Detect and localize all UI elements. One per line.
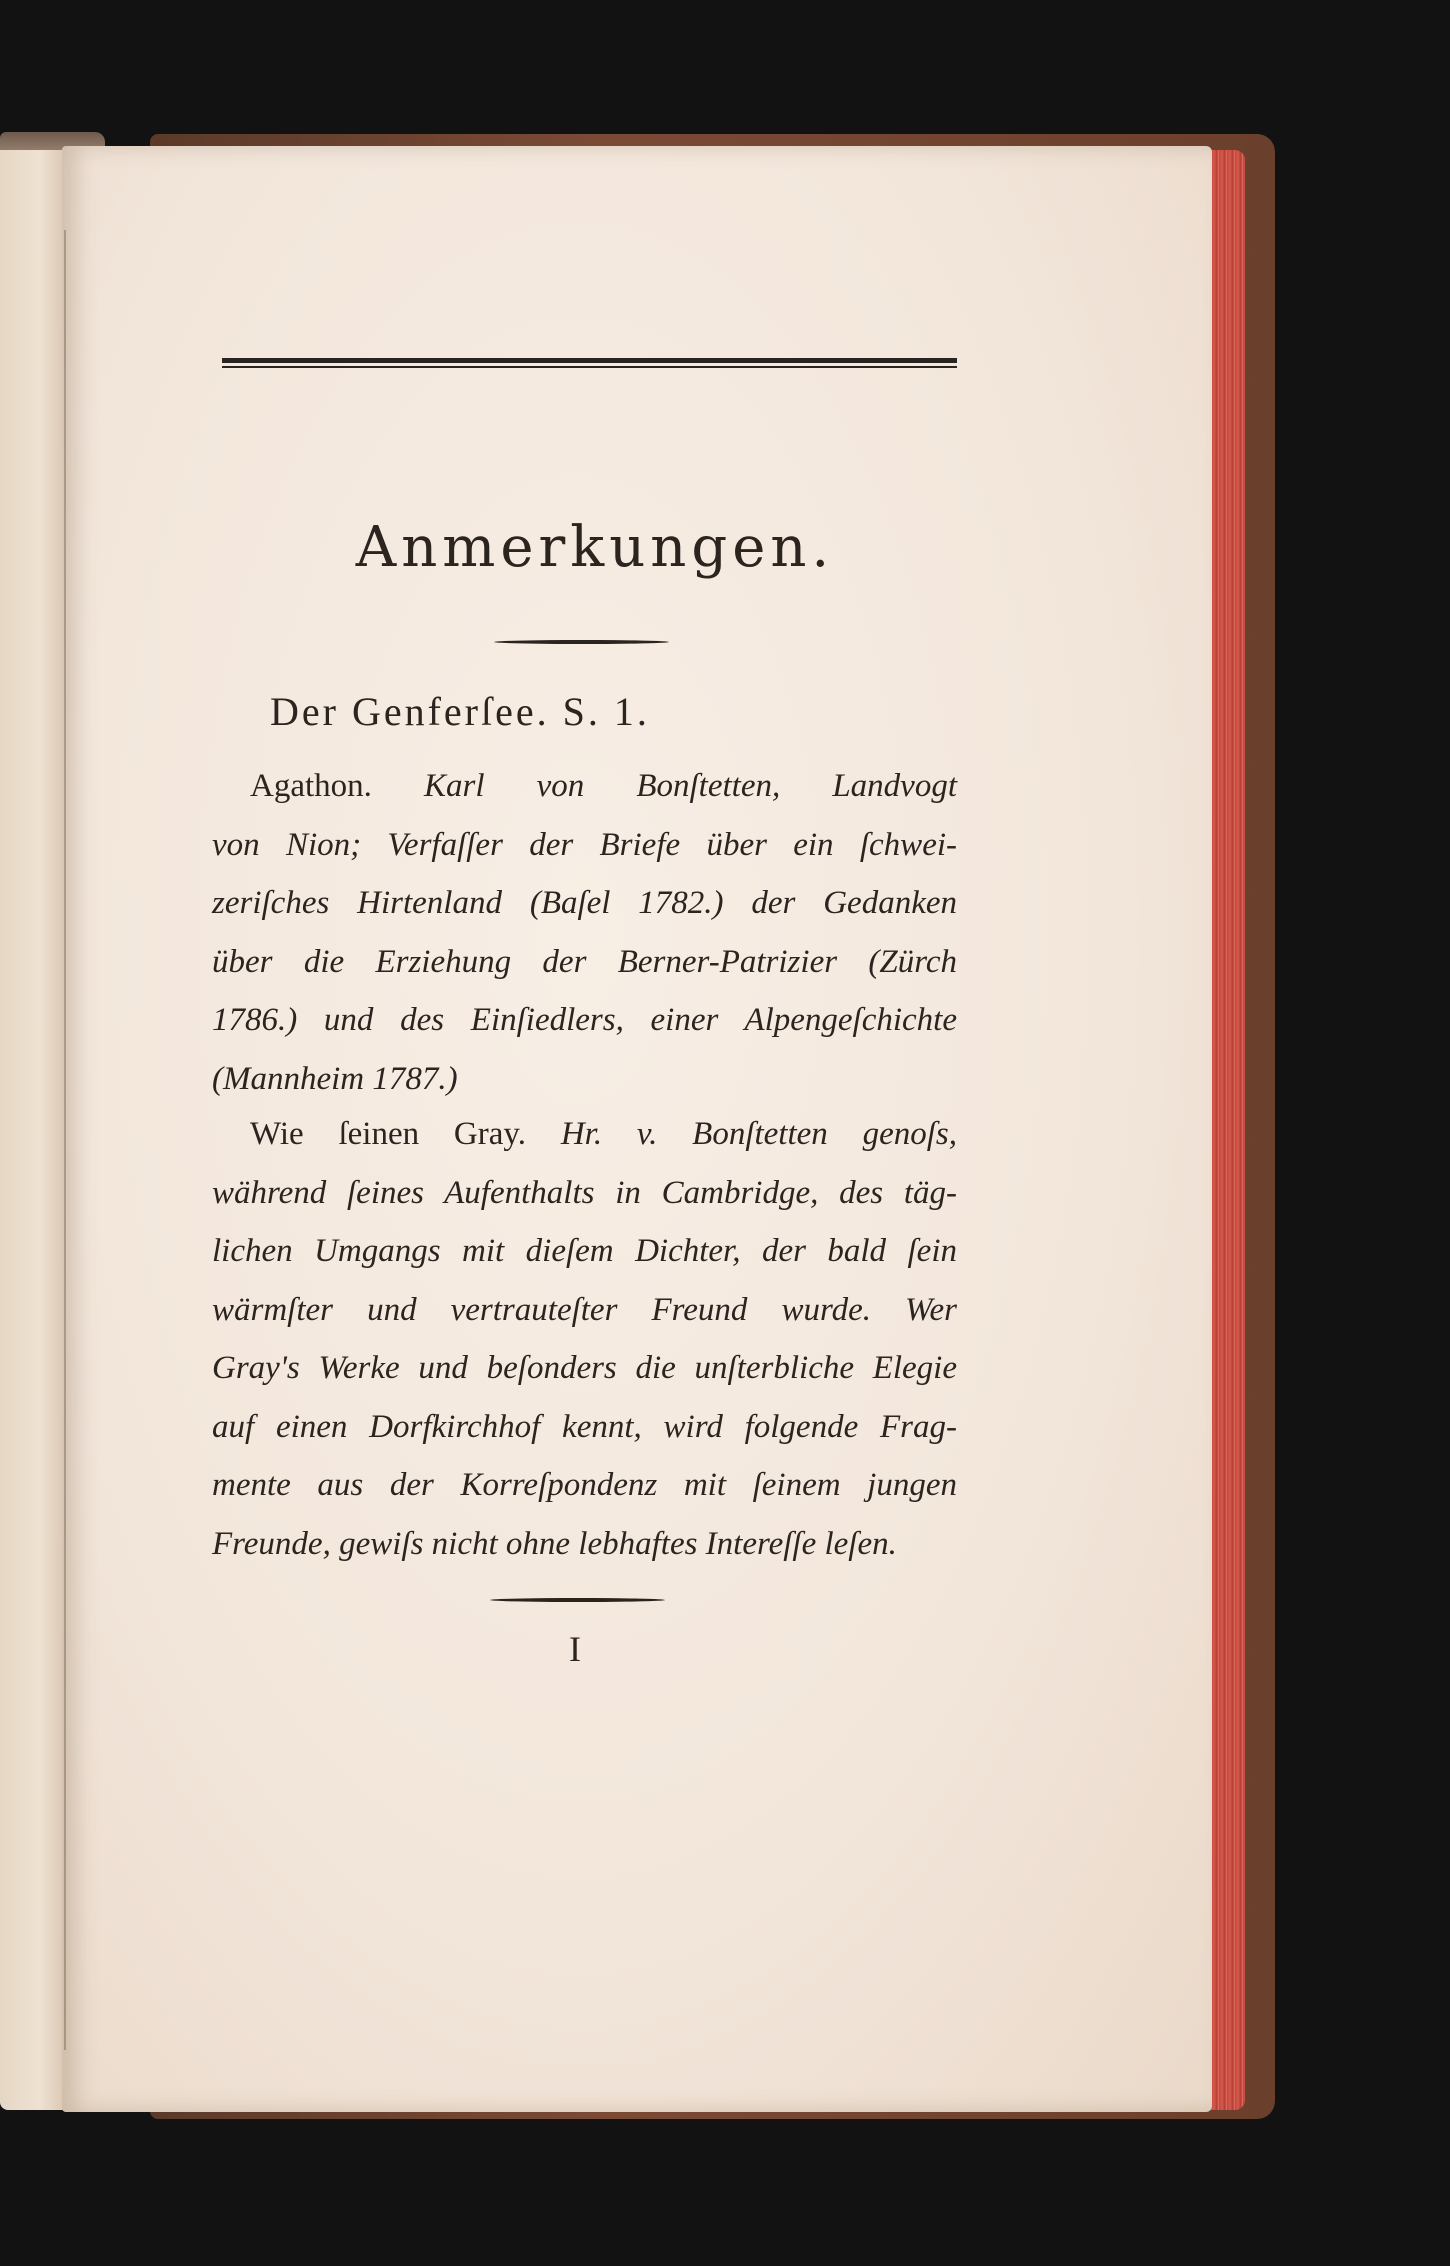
signature-mark: I <box>569 1629 581 1669</box>
ornament-rule-top <box>494 640 669 644</box>
text-line: auf einen Dorfkirchhof kennt, wird folgende Frag- <box>212 1408 957 1445</box>
text-line: Agathon. Karl von Bonſtetten, Landvogt <box>250 768 957 804</box>
note-gray <box>212 1105 957 1573</box>
text-line: während ſeines Aufenthalts in Cambridge, des täg- <box>212 1174 957 1211</box>
text-line: (Mannheim 1787.) <box>212 1060 458 1097</box>
header-rule <box>222 358 957 368</box>
text-line: Gray's Werke und beſonders die unſterbliche Elegie <box>212 1350 957 1386</box>
section-subheading: Der Genferſee. S. 1. <box>270 689 650 734</box>
text-line: wärmſter und vertrauteſter Freund wurde. Wer <box>212 1291 957 1328</box>
text-line: lichen Umgangs mit dieſem Dichter, der bald ſein <box>212 1233 957 1269</box>
text-line: zeriſches Hirtenland (Baſel 1782.) der Gedanken <box>212 885 957 921</box>
text-line: über die Erziehung der Berner-Patrizier (Zürch <box>212 943 957 980</box>
page-heading: Anmerkungen. <box>355 515 835 580</box>
gutter-line <box>64 230 66 2050</box>
text-line: 1786.) und des Einſiedlers, einer Alpengeſchichte <box>212 1002 957 1038</box>
text-line: von Nion; Verfaſſer der Briefe über ein ſchwei- <box>212 826 957 863</box>
note-agathon <box>212 757 957 1108</box>
left-page-edge <box>0 150 66 2110</box>
ornament-rule-bottom <box>490 1598 665 1602</box>
text-line: mente aus der Korreſpondenz mit ſeinem jungen <box>212 1467 957 1503</box>
text-line: Freunde, gewiſs nicht ohne lebhaftes Intereſſe leſen. <box>212 1525 897 1562</box>
text-line: Wie ſeinen Gray. Hr. v. Bonſtetten genoſs, <box>250 1116 958 1152</box>
